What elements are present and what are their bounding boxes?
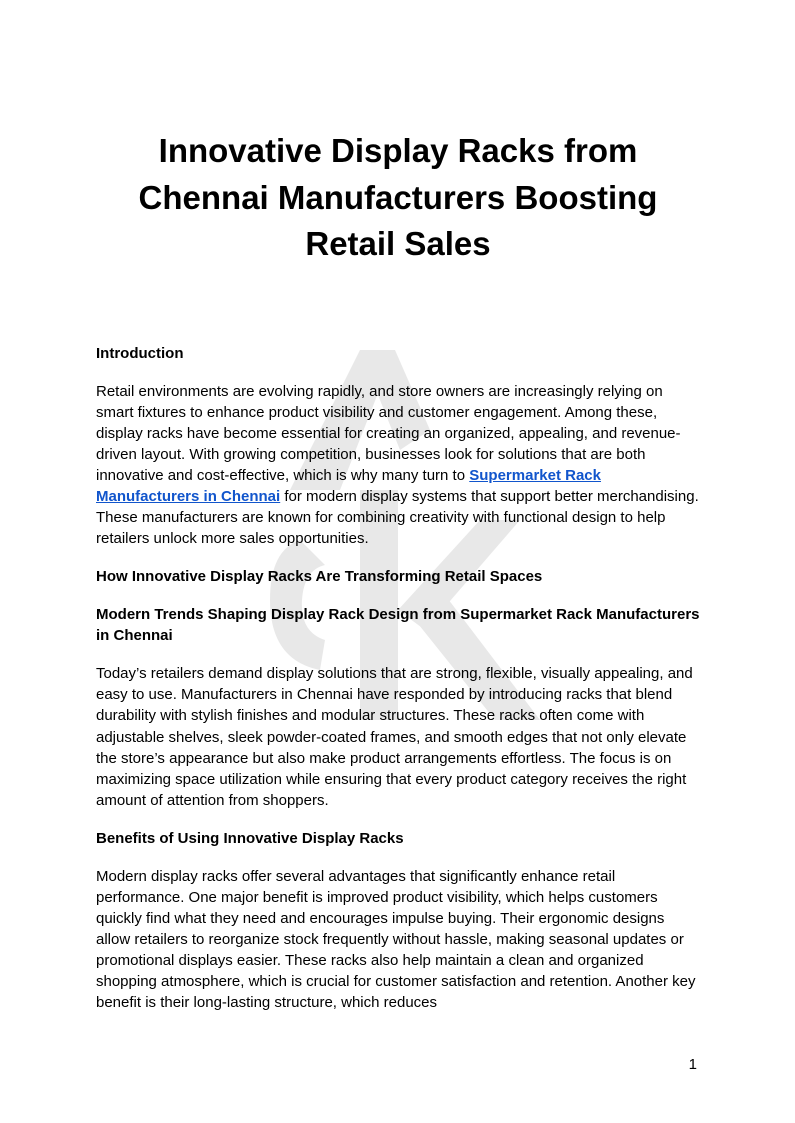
supermarket-rack-manufacturers-link[interactable]: Supermarket Rack Manufacturers in Chennai: [96, 466, 601, 505]
trends-paragraph: Today’s retailers demand display solutions that are strong, flexible, visually appealing, and easy to use. Manufacturers in Chennai have responded by introducing racks that blend durability with stylish finishes and modular structures. These racks often come with adjustable shelves, sleek powder-coated frames, and smooth edges that not only elevate the store’s appearance but also make product arrangements effortless. The focus is on maximizing space utilization while ensuring that every product category receives the right amount of attention from shoppers.: [96, 665, 693, 809]
introduction-paragraph: [96, 381, 700, 550]
document-title: Innovative Display Racks from Chennai Manufacturers Boosting Retail Sales: [138, 132, 658, 262]
introduction-heading: Introduction: [96, 344, 184, 362]
document-page: [96, 0, 700, 1014]
how-heading: How Innovative Display Racks Are Transforming Retail Spaces: [96, 568, 543, 586]
benefits-paragraph: Modern display racks offer several advantages that significantly enhance retail performance. One major benefit is improved product visibility, which helps customers quickly find what they need and encourages impulse buying. Their ergonomic designs allow retailers to reorganize stock frequently without hassle, making seasonal updates or promotional displays easier. These racks also help maintain a clean and organized shopping atmosphere, which is crucial for customer satisfaction and retention. Another key benefit is their long-lasting structure, which reduces: [96, 867, 696, 1012]
page-number: 1: [688, 1056, 697, 1073]
introduction-text-before-link: Retail environments are evolving rapidly, and store owners are increasingly relying on smart fixtures to enhance product visibility and customer engagement. Among these, display racks have become essential for creating an organized, appealing, and revenue-driven layout. With growing competition, businesses look for solutions that are both innovative and cost-effective, which is why many turn to: [96, 382, 681, 484]
benefits-heading: Benefits of Using Innovative Display Racks: [96, 829, 404, 847]
introduction-text-after-link: for modern display systems that support better merchandising. These manufacturers are known for combining creativity with functional design to help retailers unlock more sales opportunities.: [96, 487, 699, 548]
trends-heading: Modern Trends Shaping Display Rack Design from Supermarket Rack Manufacturers in Chennai: [96, 606, 700, 645]
